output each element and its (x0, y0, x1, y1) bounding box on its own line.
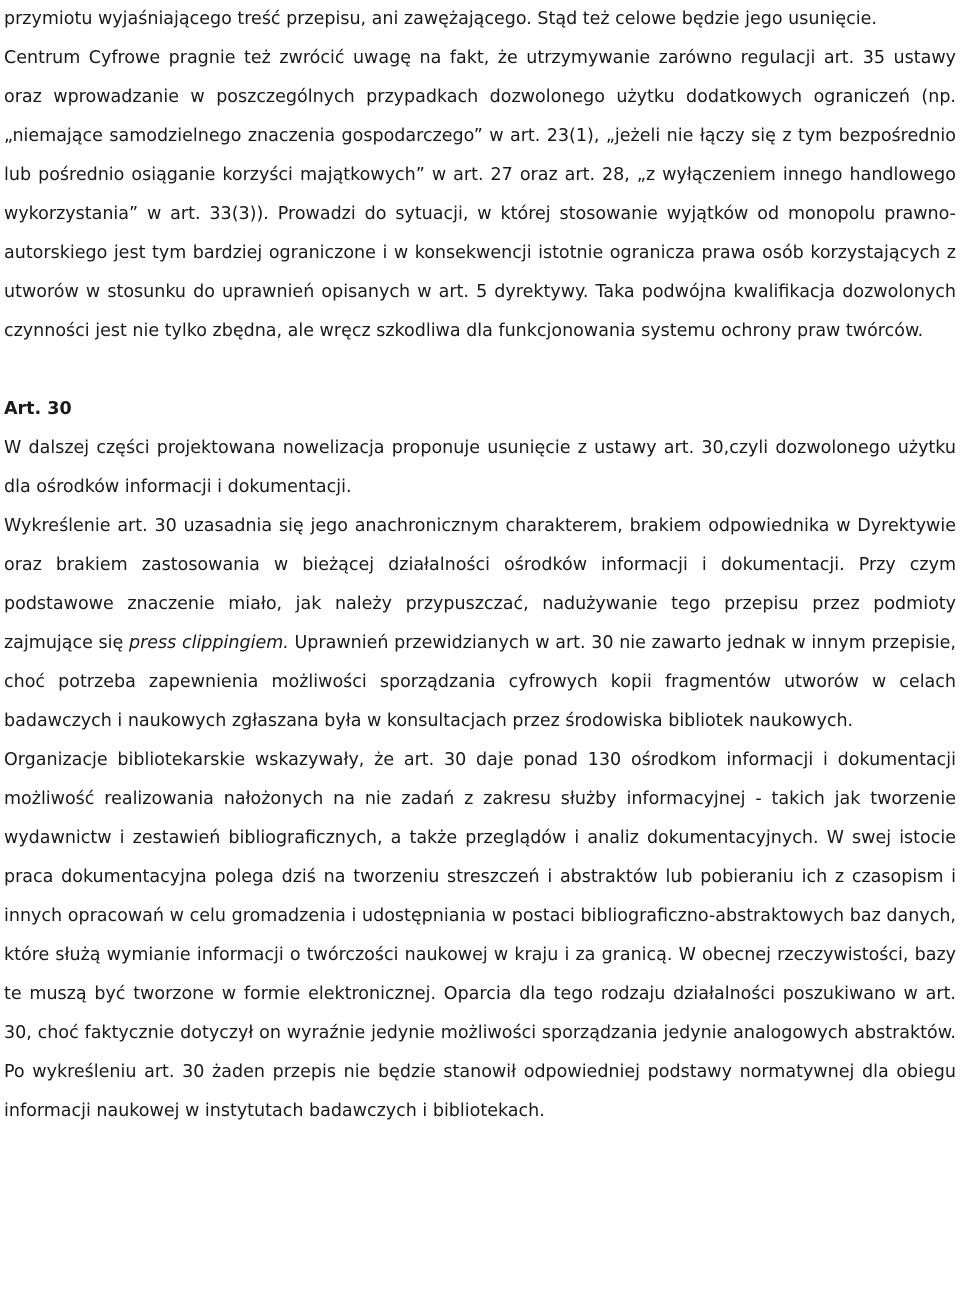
paragraph-organizacje: Organizacje bibliotekarskie wskazywały, że art. 30 daje ponad 130 ośrodkom informacji i dokumentacji możliwość realizowania nałożonych na nie zadań z zakresu służby informacyjnej - takich jak tworzenie wydawnictw i zestawień bibliograficznych, a także przeglądów i analiz dokumentacyjnych. W swej istocie praca dokumentacyjna polega dziś na tworzeniu streszczeń i abstraktów lub pobieraniu ich z czasopism i innych opracowań w celu gromadzenia i udostępniania w postaci bibliograficzno-abstraktowych baz danych, które służą wymianie informacji o twórczości naukowej w kraju i za granicą. W obecnej rzeczywistości, bazy te muszą być tworzone w formie elektronicznej. Oparcia dla tego rodzaju działalności poszukiwano w art. 30, choć faktycznie dotyczył on wyraźnie jedynie możliwości sporządzania jedynie analogowych abstraktów. Po wykreśleniu art. 30 żaden przepis nie będzie stanowił odpowiedniej podstawy normatywnej dla obiegu informacji naukowej w instytutach badawczych i bibliotekach. (4, 750, 956, 1121)
paragraph-wykreslenie-text-start: Wykreślenie art. 30 uzasadnia się jego anachronicznym charakterem, brakiem odpowiednika w Dyrektywie oraz brakiem zastosowania w bieżącej działalności ośrodków informacji i dokumentacji. Przy czym podstawowe znaczenie miało, jak należy przypuszczać, nadużywanie tego przepisu przez podmioty zajmujące się (4, 516, 956, 653)
press-clipping-italic: press clippingiem. (128, 633, 289, 653)
paragraph-wykreslenie (4, 507, 956, 741)
paragraph-nowelizacja: W dalszej części projektowana nowelizacja proponuje usunięcie z ustawy art. 30,czyli dozwolonego użytku dla ośrodków informacji i dokumentacji. (4, 438, 956, 497)
section-spacer (4, 351, 956, 390)
paragraph-wykreslenie-text-end: Uprawnień przewidzianych w art. 30 nie zawarto jednak w innym przepisie, choć potrzeba zapewnienia możliwości sporządzania cyfrowych kopii fragmentów utworów w celach badawczych i naukowych zgłaszana była w konsultacjach przez środowiska bibliotek naukowych. (4, 633, 956, 731)
paragraph-continuation: przymiotu wyjaśniającego treść przepisu, ani zawężającego. Stąd też celowe będzie jego usunięcie. (4, 9, 877, 29)
paragraph-centrum-cyfrowe: Centrum Cyfrowe pragnie też zwrócić uwagę na fakt, że utrzymywanie zarówno regulacji art. 35 ustawy oraz wprowadzanie w poszczególnych przypadkach dozwolonego użytku dodatkowych ograniczeń (np. „niemające samodzielnego znaczenia gospodarczego” w art. 23(1), „jeżeli nie łączy się z tym bezpośrednio lub pośrednio osiąganie korzyści majątkowych” w art. 27 oraz art. 28, „z wyłączeniem innego handlowego wykorzystania” w art. 33(3)). Prowadzi do sytuacji, w której stosowanie wyjątków od monopolu prawno-autorskiego jest tym bardziej ograniczone i w konsekwencji istotnie ogranicza prawa osób korzystających z utworów w stosunku do uprawnień opisanych w art. 5 dyrektywy. Taka podwójna kwalifikacja dozwolonych czynności jest nie tylko zbędna, ale wręcz szkodliwa dla funkcjonowania systemu ochrony praw twórców. (4, 48, 956, 341)
section-heading-art-30: Art. 30 (4, 399, 72, 419)
